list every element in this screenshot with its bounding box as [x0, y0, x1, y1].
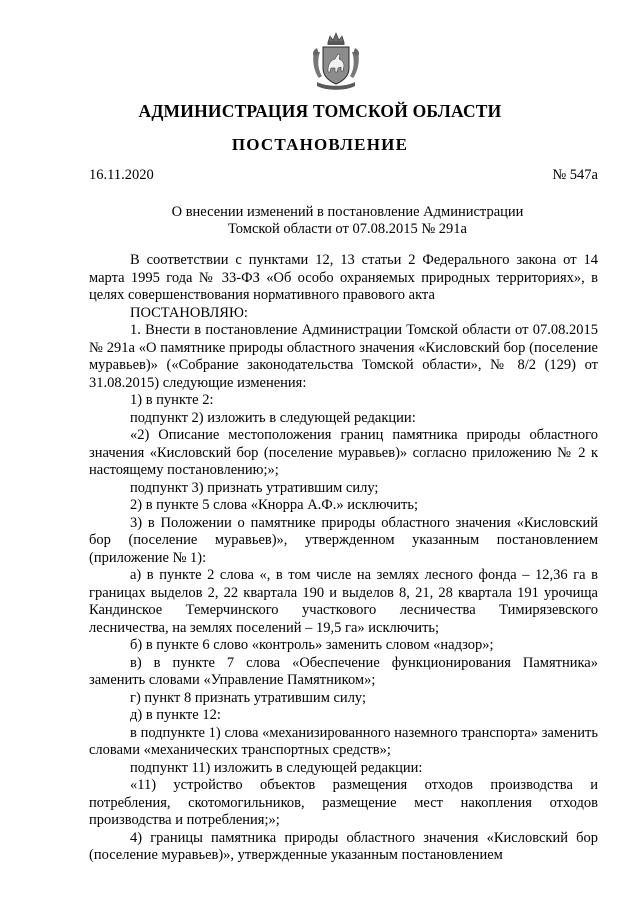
document-date: 16.11.2020: [89, 167, 154, 183]
subject-line: Томской области от 07.08.2015 № 291а: [228, 221, 467, 237]
paragraph: г) пункт 8 признать утратившим силу;: [130, 689, 367, 706]
paragraph: 4) границы памятника природы областного значения «Кисловский бор (поселение муравьев)», утвержденные указанным постановлением: [89, 829, 598, 863]
paragraph: подпункт 3) признать утратившим силу;: [130, 479, 379, 496]
organization-title: АДМИНИСТРАЦИЯ ТОМСКОЙ ОБЛАСТИ: [138, 101, 502, 121]
paragraph: 2) в пункте 5 слова «Кнорра А.Ф.» исключить;: [130, 497, 419, 513]
coat-of-arms-icon: [311, 30, 361, 92]
paragraph: ПОСТАНОВЛЯЮ:: [130, 304, 248, 321]
paragraph: а) в пункте 2 слова «, в том числе на землях лесного фонда – 12,36 га в границах выделов 2, 22 квартала 190 и выделов 8, 21, 28 квартала 191 урочища Кандинское Темерчинского участкового лесничества Тимирязевского лесничества, на землях поселений – 19,5 га» исключить;: [89, 567, 598, 636]
document-subject: [150, 204, 545, 238]
paragraph: 3) в Положении о памятнике природы областного значения «Кисловский бор (поселение муравьев)», утвержденном указанным постановлением (приложение № 1):: [89, 514, 598, 566]
paragraph: подпункт 2) изложить в следующей редакции:: [130, 409, 416, 426]
paragraph: в) в пункте 7 слова «Обеспечение функционирования Памятника» заменить словами «Управление Памятником»;: [89, 654, 598, 688]
paragraph: 1) в пункте 2:: [130, 392, 214, 408]
paragraph: д) в пункте 12:: [130, 707, 221, 723]
subject-line: О внесении изменений в постановление Администрации: [171, 204, 524, 220]
document-body: [89, 252, 598, 865]
paragraph: «11) устройство объектов размещения отходов производства и потребления, скотомогильников, размещение мест накопления отходов производства и потребления;»;: [89, 777, 598, 828]
paragraph: 1. Внести в постановление Администрации Томской области от 07.08.2015 № 291а «О памятнике природы областного значения «Кисловский бор (поселение муравьев)» («Собрание законодательства Томской области», № 8/2 (129) от 31.08.2015) следующие изменения:: [89, 322, 598, 391]
paragraph: В соответствии с пунктами 12, 13 статьи 2 Федерального закона от 14 марта 1995 года № 33-ФЗ «Об особо охраняемых природных территориях», в целях совершенствования нормативного правового акта: [89, 252, 598, 303]
paragraph: «2) Описание местоположения границ памятника природы областного значения «Кисловский бор (поселение муравьев)» согласно приложению № 2 к настоящему постановлению;»;: [89, 427, 598, 478]
paragraph: б) в пункте 6 слово «контроль» заменить словом «надзор»;: [130, 637, 494, 653]
paragraph: в подпункте 1) слова «механизированного наземного транспорта» заменить словами «механических транспортных средств»;: [89, 724, 598, 758]
paragraph: подпункт 11) изложить в следующей редакции:: [130, 759, 423, 776]
document-number: № 547а: [552, 167, 598, 183]
document-type: ПОСТАНОВЛЕНИЕ: [231, 135, 409, 154]
